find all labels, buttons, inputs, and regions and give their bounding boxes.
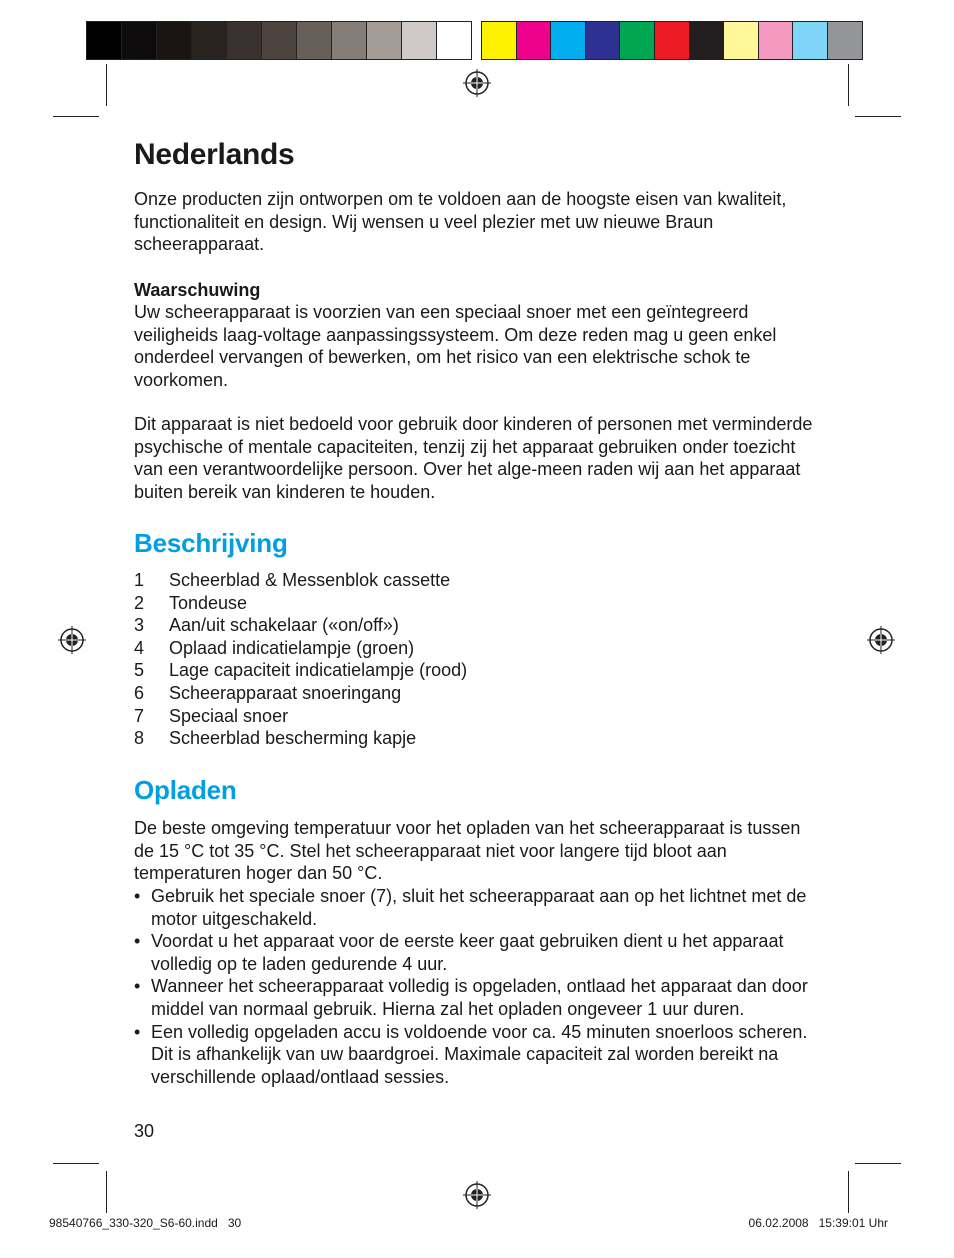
part-number: 6 [134,682,145,703]
bullet-text: Gebruik het speciale snoer (7), sluit het scheerapparaat aan op het lichtnet met de motor uitgeschakeld. [151,886,807,929]
charging-heading: Opladen [134,775,237,805]
color-swatch [620,22,655,59]
color-swatch [262,22,297,59]
part-label: Tondeuse [169,592,248,613]
part-number: 8 [134,728,145,749]
list-item [134,637,467,660]
bullet-icon: • [134,976,141,997]
bullet-icon: • [134,931,141,952]
warning-heading: Waarschuwing [134,280,261,300]
list-item [134,614,467,637]
registration-mark-icon [462,68,492,98]
color-swatch [759,22,794,59]
crop-mark [848,64,849,106]
part-label: Lage capaciteit indicatielampje (rood) [169,660,468,681]
part-label: Scheerapparaat snoeringang [169,682,402,703]
warning-paragraph: Uw scheerapparaat is voorzien van een speciaal snoer met een geïntegreerd veiligheids laag-voltage aanpassingssysteem. Om deze reden mag u geen enkel onderdeel vervangen of bewerken, om het risico van een elektrische schok te voorkomen. [134,302,777,390]
color-swatch [227,22,262,59]
color-swatch [517,22,552,59]
color-swatch [297,22,332,59]
registration-mark-icon [57,625,87,655]
part-label: Speciaal snoer [169,705,289,726]
crop-mark [848,1171,849,1213]
part-label: Scheerblad & Messenblok cassette [169,570,451,590]
list-item [134,705,467,728]
bullet-text: Wanneer het scheerapparaat volledig is opgeladen, ontlaad het apparaat dan door middel van normaal gebruik. Hierna zal het opladen ongeveer 1 uur duren. [151,976,808,1019]
color-swatch [157,22,192,59]
registration-mark-icon [866,625,896,655]
children-notice-paragraph: Dit apparaat is niet bedoeld voor gebruik door kinderen of personen met verminderde psychische of mentale capaciteiten, tenzij zij het apparaat gebruiken onder toezicht van een verantwoordelijke persoon. Over het alge-meen raden wij aan het apparaat buiten bereik van kinderen te houden. [134,414,813,502]
list-item [134,569,467,592]
part-number: 4 [134,637,145,658]
page-number: 30 [134,1121,155,1141]
crop-mark [106,64,107,106]
part-number: 7 [134,705,145,726]
color-swatch [332,22,367,59]
color-swatch [724,22,759,59]
part-label: Scheerblad bescherming kapje [169,728,417,749]
color-swatch [690,22,725,59]
crop-mark [53,116,99,117]
list-item [134,975,824,1020]
color-swatch [192,22,227,59]
process-color-bar [481,21,863,60]
charging-intro-paragraph: De beste omgeving temperatuur voor het opladen van het scheerapparaat is tussen de 15 °C tot 35 °C. Stel het scheerapparaat niet voor langere tijd bloot aan temperaturen hoger dan 50 °C. [134,818,801,884]
color-swatch [655,22,690,59]
part-number: 2 [134,592,145,613]
list-item [134,1021,824,1089]
color-swatch [402,22,437,59]
footer-timestamp: 06.02.2008 15:39:01 Uhr [748,1216,888,1230]
list-item [134,727,467,750]
part-label: Oplaad indicatielampje (groen) [169,637,415,658]
intro-paragraph: Onze producten zijn ontworpen om te voldoen aan de hoogste eisen van kwaliteit, functionaliteit en design. Wij wensen u veel plezier met uw nieuwe Braun scheerapparaat. [134,189,787,255]
crop-mark [855,116,901,117]
crop-mark [106,1171,107,1213]
manual-page-content [134,138,824,1087]
list-item [134,930,824,975]
color-swatch [482,22,517,59]
bullet-icon: • [134,1021,141,1042]
list-item [134,659,467,682]
list-item [134,885,824,930]
color-swatch [122,22,157,59]
color-swatch [87,22,122,59]
parts-list [134,569,467,750]
bullet-icon: • [134,886,141,906]
part-number: 5 [134,660,145,681]
charging-bullet-list [134,885,824,1088]
color-swatch [586,22,621,59]
part-number: 1 [134,570,145,590]
registration-mark-icon [462,1180,492,1210]
footer-file-info: 98540766_330-320_S6-60.indd 30 [49,1216,242,1230]
color-swatch [437,22,471,59]
color-swatch [367,22,402,59]
crop-mark [855,1163,901,1164]
color-swatch [551,22,586,59]
list-item [134,682,467,705]
crop-mark [53,1163,99,1164]
description-heading: Beschrijving [134,528,288,558]
page-title: Nederlands [134,138,295,171]
color-swatch [828,22,862,59]
part-number: 3 [134,615,145,636]
bullet-text: Voordat u het apparaat voor de eerste keer gaat gebruiken dient u het apparaat volledig op te laden gedurende 4 uur. [151,931,784,974]
part-label: Aan/uit schakelaar («on/off») [169,615,399,636]
list-item [134,592,467,615]
color-swatch [793,22,828,59]
grayscale-color-bar [86,21,472,60]
bullet-text: Een volledig opgeladen accu is voldoende voor ca. 45 minuten snoerloos scheren. Dit is afhankelijk van uw baardgroei. Maximale capaciteit zal worden bereikt na verschillende oplaad/ontlaad sessies. [151,1021,808,1087]
